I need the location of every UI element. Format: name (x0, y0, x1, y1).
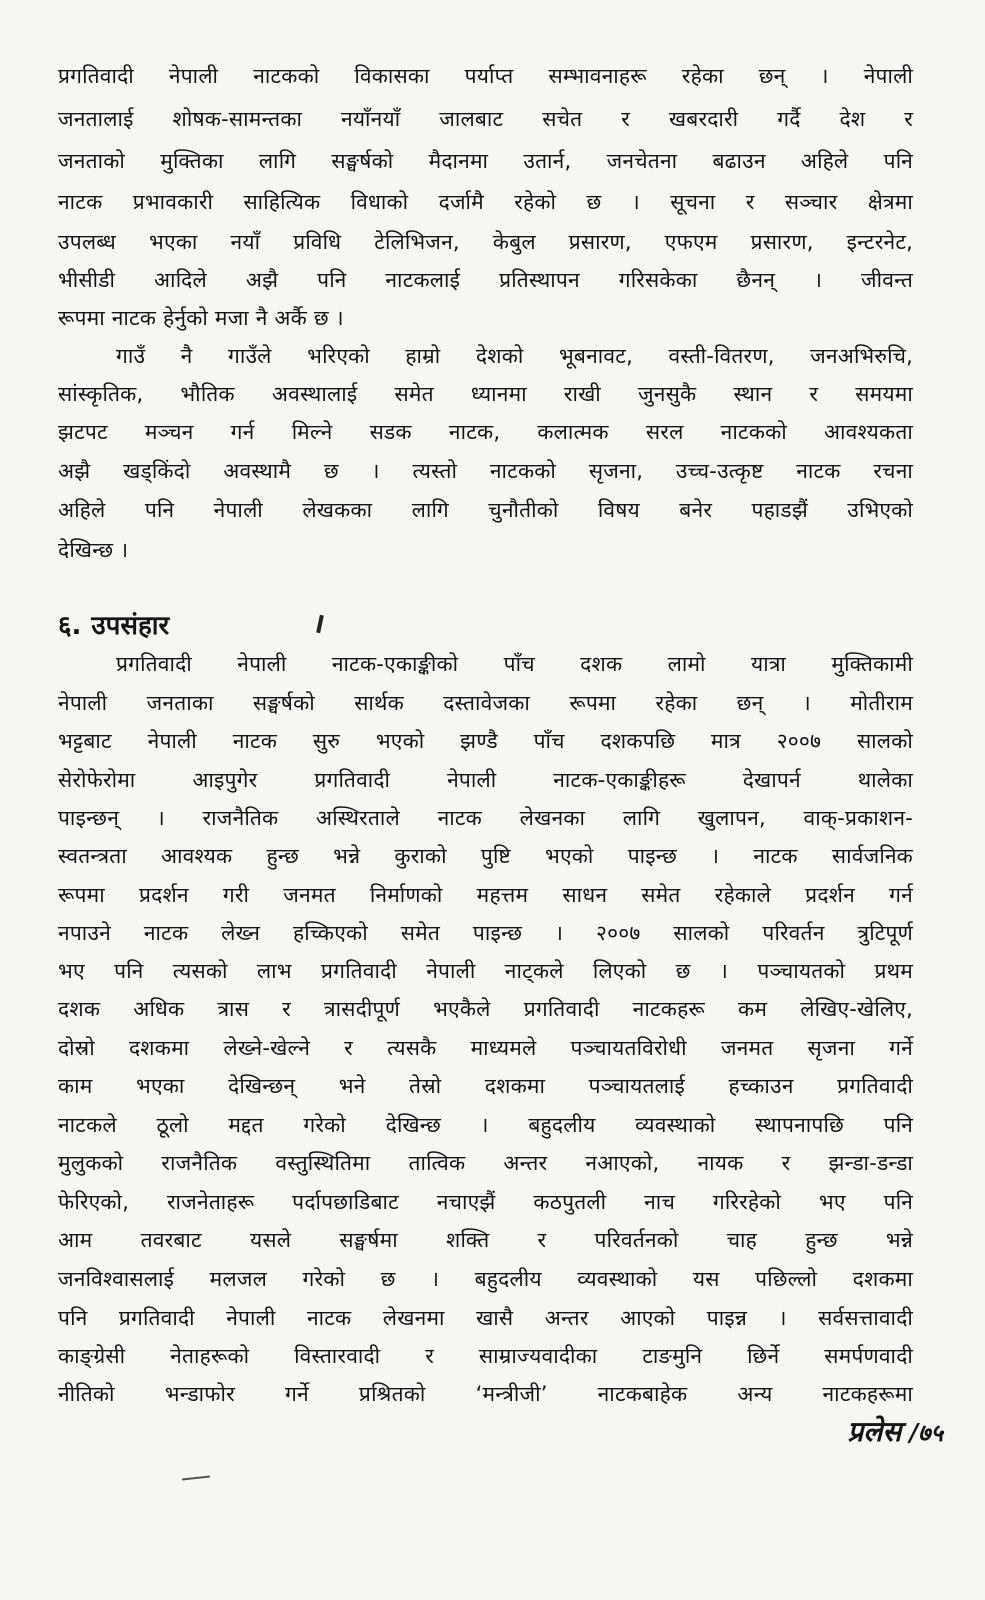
text-line: सेरोफेरोमा आइपुगेर प्रगतिवादी नेपाली नाटक-एकाङ्कीहरू देखापर्न थालेका (58, 768, 913, 792)
scan-speck (316, 615, 324, 633)
text-line: पाइन्छन् । राजनैतिक अस्थिरताले नाटक लेखनका लागि खुलापन, वाक्-प्रकाशन- (58, 806, 913, 830)
text-line: नाटक प्रभावकारी साहित्यिक विधाको दर्जामै रहेको छ । सूचना र सञ्चार क्षेत्रमा (58, 190, 913, 214)
text-line: फेरिएको, राजनेताहरू पर्दापछाडिबाट नचाएझैं कठपुतली नाच गरिरहेको भए पनि (58, 1190, 913, 1214)
text-line: नपाउने नाटक लेख्न हच्किएको समेत पाइन्छ । २००७ सालको परिवर्तन त्रुटिपूर्ण (58, 921, 913, 945)
text-line: भए पनि त्यसको लाभ प्रगतिवादी नेपाली नाट्कले लिएको छ । पञ्चायतको प्रथम (58, 959, 913, 983)
text-line: स्वतन्त्रता आवश्यक हुन्छ भन्ने कुराको पुष्टि भएको पाइन्छ । नाटक सार्वजनिक (58, 844, 913, 868)
section-title: उपसंहार (91, 611, 170, 641)
text-line: नेपाली जनताका सङ्घर्षको सार्थक दस्तावेजका रूपमा रहेका छन् । मोतीराम (58, 691, 913, 715)
text-line: सांस्कृतिक, भौतिक अवस्थालाई समेत ध्यानमा राखी जुनसुकै स्थान र समयमा (58, 382, 913, 406)
text-line: नाटकले ठूलो मद्दत गरेको देखिन्छ । बहुदलीय व्यवस्थाको स्थापनापछि पनि (58, 1113, 913, 1137)
text-line: काङ्ग्रेसी नेताहरूको विस्तारवादी र साम्राज्यवादीका टाङमुनि छिर्ने समर्पणवादी (58, 1344, 913, 1368)
text-line: देखिन्छ । (58, 538, 129, 562)
scan-mark (182, 1476, 210, 1481)
text-line: दशक अधिक त्रास र त्रासदीपूर्ण भएकैले प्रगतिवादी नाटकहरू कम लेखिए-खेलिए, (58, 997, 913, 1021)
text-line: दोस्रो दशकमा लेख्ने-खेल्ने र त्यसकै माध्यमले पञ्चायतविरोधी जनमत सृजना गर्ने (58, 1036, 913, 1060)
text-line: अहिले पनि नेपाली लेखकका लागि चुनौतीको विषय बनेर पहाडझैं उभिएको (58, 498, 913, 522)
text-line: झटपट मञ्चन गर्न मिल्ने सडक नाटक, कलात्मक सरल नाटकको आवश्यकता (58, 420, 913, 444)
text-line: जनतालाई शोषक-सामन्तका नयाँनयाँ जालबाट सचेत र खबरदारी गर्दै देश र (58, 107, 913, 131)
page-number: /७५ (909, 1418, 943, 1447)
text-line: मुलुकको राजनैतिक वस्तुस्थितिमा तात्विक अन्तर नआएको, नायक र झन्डा-डन्डा (58, 1151, 913, 1175)
text-line: प्रगतिवादी नेपाली नाटकको विकासका पर्याप्त सम्भावनाहरू रहेका छन् । नेपाली (58, 64, 913, 88)
text-line: प्रगतिवादी नेपाली नाटक-एकाङ्कीको पाँच दशक लामो यात्रा मुक्तिकामी (116, 652, 913, 676)
page-footer (847, 1412, 943, 1450)
text-line: नीतिको भन्डाफोर गर्ने प्रश्रितको ‘मन्त्रीजी’ नाटकबाहेक अन्य नाटकहरूमा (58, 1382, 913, 1406)
text-line: जनविश्वासलाई मलजल गरेको छ । बहुदलीय व्यवस्थाको यस पछिल्लो दशकमा (58, 1267, 913, 1291)
text-line: रूपमा प्रदर्शन गरी जनमत निर्माणको महत्तम साधन समेत रहेकाले प्रदर्शन गर्न (58, 883, 913, 907)
text-line: रूपमा नाटक हेर्नुको मजा नै अर्कै छ । (58, 306, 344, 330)
text-line: पनि प्रगतिवादी नेपाली नाटक लेखनमा खासै अन्तर आएको पाइन्न । सर्वसत्तावादी (58, 1306, 913, 1330)
text-line: भट्टबाट नेपाली नाटक सुरु भएको झण्डै पाँच दशकपछि मात्र २००७ सालको (58, 729, 913, 753)
text-line: भीसीडी आदिले अझै पनि नाटकलाई प्रतिस्थापन गरिसकेका छैनन् । जीवन्त (58, 268, 913, 292)
text-line: काम भएका देखिन्छन् भने तेस्रो दशकमा पञ्चायतलाई हच्काउन प्रगतिवादी (58, 1074, 913, 1098)
section-number: ६. (58, 611, 82, 641)
text-line: अझै खड्किंदो अवस्थामै छ । त्यस्तो नाटकको सृजना, उच्च-उत्कृष्ट नाटक रचना (58, 459, 913, 483)
text-line: उपलब्ध भएका नयाँ प्रविधि टेलिभिजन, केबुल प्रसारण, एफएम प्रसारण, इन्टरनेट, (58, 230, 913, 254)
text-line: गाउँ नै गाउँले भरिएको हाम्रो देशको भूबनावट, वस्ती-वितरण, जनअभिरुचि, (116, 344, 913, 368)
text-line: जनताको मुक्तिका लागि सङ्घर्षको मैदानमा उतार्न, जनचेतना बढाउन अहिले पनि (58, 149, 913, 173)
journal-name: प्रलेस (847, 1415, 902, 1448)
text-line: आम तवरबाट यसले सङ्घर्षमा शक्ति र परिवर्तनको चाह हुन्छ भन्ने (58, 1228, 913, 1252)
section-heading (58, 606, 179, 646)
